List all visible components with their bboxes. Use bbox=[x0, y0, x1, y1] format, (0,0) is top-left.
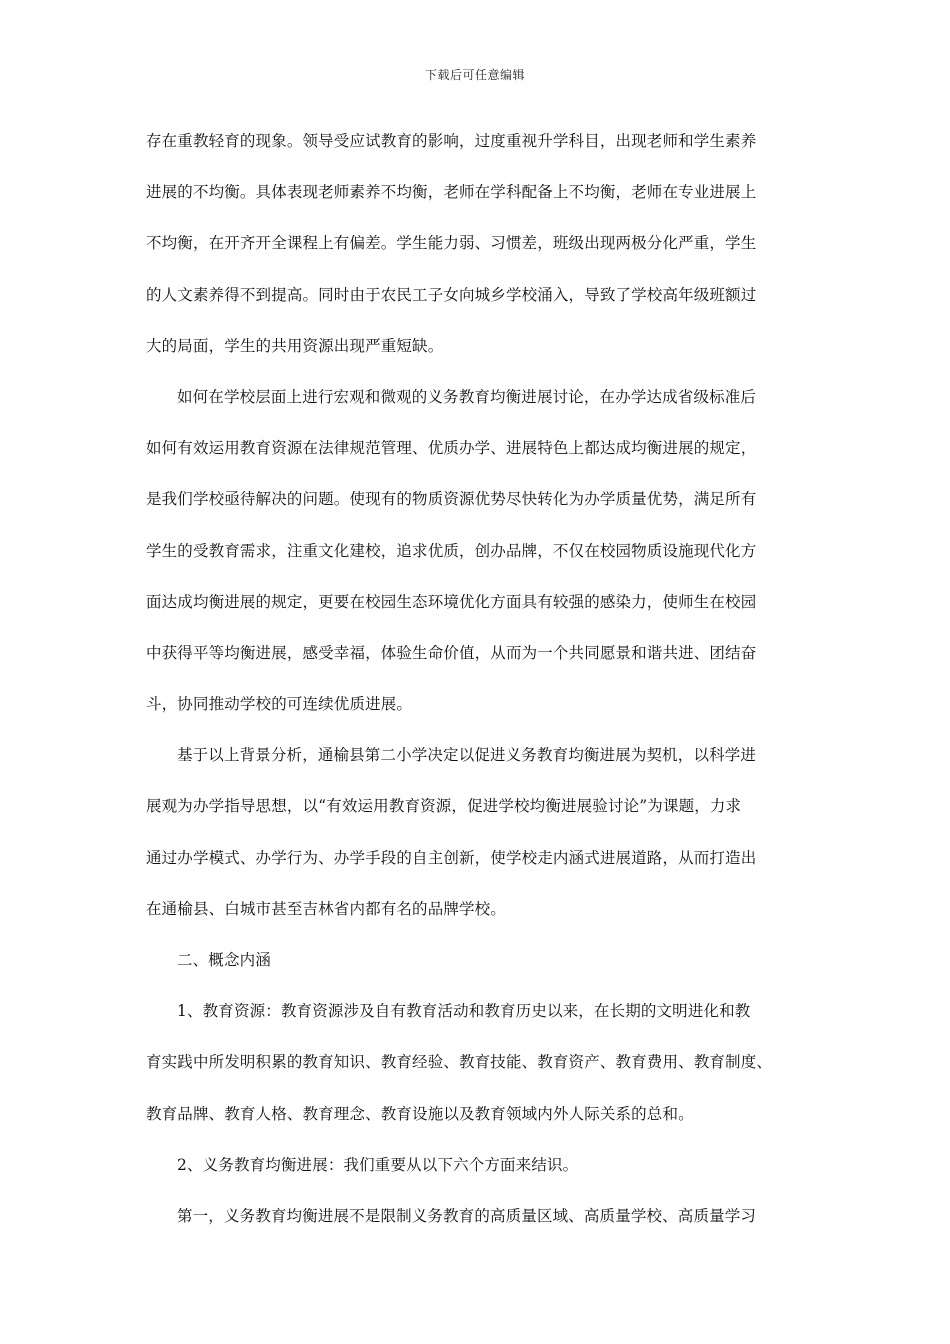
text-line: 不均衡，在开齐开全课程上有偏差。学生能力弱、习惯差，班级出现两极分化严重，学生 bbox=[146, 234, 757, 253]
text-line: 中获得平等均衡进展，感受幸福，体验生命价值，从而为一个共同愿景和谐共进、团结奋 bbox=[146, 643, 757, 662]
text-line: 在通榆县、白城市甚至吉林省内都有名的品牌学校。 bbox=[146, 899, 506, 918]
text-line: 二、概念内涵 bbox=[177, 951, 271, 969]
text-line: 如何在学校层面上进行宏观和微观的义务教育均衡进展讨论，在办学达成省级标准后 bbox=[177, 387, 757, 406]
text-line: 是我们学校亟待解决的问题。使现有的物质资源优势尽快转化为办学质量优势，满足所有 bbox=[146, 490, 757, 509]
text-line: 斗，协同推动学校的可连续优质进展。 bbox=[146, 695, 413, 714]
text-line: 进展的不均衡。具体表现老师素养不均衡，老师在学科配备上不均衡，老师在专业进展上 bbox=[146, 183, 757, 202]
text-line: 1、教育资源：教育资源涉及自有教育活动和教育历史以来，在长期的文明进化和教 bbox=[177, 1002, 751, 1021]
text-line: 基于以上背景分析，通榆县第二小学决定以促进义务教育均衡进展为契机，以科学进 bbox=[177, 746, 757, 765]
text-line: 学生的受教育需求，注重文化建校，追求优质，创办品牌，不仅在校园物质设施现代化方 bbox=[146, 541, 757, 560]
text-line: 通过办学模式、办学行为、办学手段的自主创新，使学校走内涵式进展道路，从而打造出 bbox=[146, 848, 757, 867]
page-header: 下载后可任意编辑 bbox=[424, 68, 525, 82]
text-line: 的人文素养得不到提高。同时由于农民工子女向城乡学校涌入，导致了学校高年级班额过 bbox=[146, 285, 757, 304]
text-line: 大的局面，学生的共用资源出现严重短缺。 bbox=[146, 336, 444, 355]
text-line: 如何有效运用教育资源在法律规范管理、优质办学、进展特色上都达成均衡进展的规定， bbox=[146, 439, 757, 458]
document-body bbox=[146, 116, 810, 1242]
text-line: 育实践中所发明积累的教育知识、教育经验、教育技能、教育资产、教育费用、教育制度、 bbox=[146, 1053, 773, 1072]
text-line: 展观为办学指导思想，以“有效运用教育资源，促进学校均衡进展验讨论”为课题，力求 bbox=[146, 797, 742, 816]
text-line: 存在重教轻育的现象。领导受应试教育的影响，过度重视升学科目，出现老师和学生素养 bbox=[146, 132, 757, 150]
text-line: 第一，义务教育均衡进展不是限制义务教育的高质量区域、高质量学校、高质量学习 bbox=[177, 1206, 757, 1225]
text-line: 2、义务教育均衡进展：我们重要从以下六个方面来结识。 bbox=[177, 1155, 579, 1174]
text-line: 教育品牌、教育人格、教育理念、教育设施以及教育领域内外人际关系的总和。 bbox=[146, 1104, 694, 1123]
text-line: 面达成均衡进展的规定，更要在校园生态环境优化方面具有较强的感染力，使师生在校园 bbox=[146, 592, 757, 611]
